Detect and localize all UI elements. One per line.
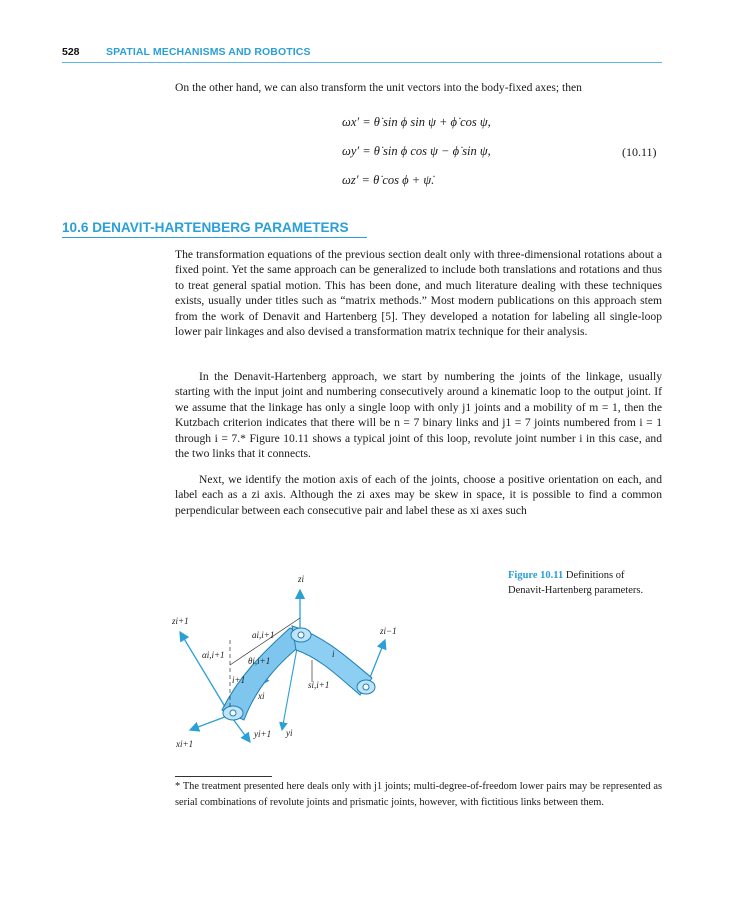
joint-i-plus-1-pin xyxy=(230,710,236,716)
footnote-rule xyxy=(175,776,272,777)
figure-caption-text: Definitions of Denavit-Hartenberg parameters. xyxy=(508,570,644,597)
label-theta-i-i1: θi,i+1 xyxy=(248,656,271,666)
label-y-i: yi xyxy=(286,728,293,738)
z-i-plus-1-axis xyxy=(180,632,230,715)
equation-omega-x: ωx′ = θ̇ sin ϕ sin ψ + ϕ̇ cos ψ, xyxy=(342,115,491,129)
section-heading xyxy=(62,219,367,238)
body-paragraph: In the Denavit-Hartenberg approach, we start by numbering the joints of the linkage, usually starting with the input joint and numbering consecutively around a kinematic loop to the output joint. If we assume that the linkage has only a single loop with only j1 joints and a mobility of m = 1, then the Kutzbach criterion indicates that there will be n = 7 binary links and j1 = 7 joints numbered from i = 1 through i = 7.* Figure 10.11 shows a typical joint of this loop, revolute joint number i in this case, and the two links that it connects. xyxy=(175,370,662,461)
figure-caption-label: Figure 10.11 xyxy=(508,570,564,581)
label-z-i-plus-1: zi+1 xyxy=(172,616,189,626)
label-x-i: xi xyxy=(258,691,265,701)
label-z-i: zi xyxy=(298,574,305,584)
label-z-i-minus-1: zi−1 xyxy=(380,626,397,636)
label-link-i: i xyxy=(332,649,335,659)
intro-paragraph: On the other hand, we can also transform the unit vectors into the body-fixed axes; then xyxy=(175,81,582,94)
label-x-i-plus-1: xi+1 xyxy=(176,739,194,749)
footnote: * The treatment presented here deals only with j1 joints; multi-degree-of-freedom lower pairs may be represented as serial combinations of revolute joints and prismatic joints, however, with fictitious links between them. xyxy=(175,781,662,808)
label-a-i-i1: ai,i+1 xyxy=(252,630,275,640)
label-link-i-plus-1: i+1 xyxy=(232,675,246,685)
dh-parameters-figure xyxy=(160,560,460,770)
page-number: 528 xyxy=(62,46,80,58)
label-s-i-i1: si,i+1 xyxy=(308,680,330,690)
label-y-i-plus-1: yi+1 xyxy=(254,729,272,739)
label-alpha-i-i1: αi,i+1 xyxy=(202,650,225,660)
equation-omega-z: ωz′ = θ̇ cos ϕ + ψ̇. xyxy=(342,173,435,187)
running-head xyxy=(62,46,662,63)
figure-caption xyxy=(508,568,663,599)
equation-number: (10.11) xyxy=(622,145,657,159)
body-paragraph: Next, we identify the motion axis of each of the joints, choose a positive orientation on each, and label each as a zi axis. Although the zi axes may be skew in space, it is possible to find a common perpendicular between each consecutive pair and label these as xi axes such xyxy=(175,473,662,517)
body-paragraph: The transformation equations of the previous section dealt only with three-dimensional rotations about a fixed point. Yet the same approach can be generalized to include both translations and rotations and thus to treat general spatial motion. This has been done, and much literature dealing with these techniques exists, usually under titles such as “matrix methods.” Most modern publications on this approach stem from the work of Denavit and Hartenberg [5]. They developed a notation for labeling all single-loop lower pair linkages and also devised a transformation matrix technique for their analysis. xyxy=(175,248,662,339)
equation-omega-y: ωy′ = θ̇ sin ϕ cos ψ − ϕ̇ sin ψ, xyxy=(342,144,491,158)
joint-i-minus-1-pin xyxy=(363,684,369,690)
x-i-plus-1-axis xyxy=(190,715,230,730)
section-title: 10.6 DENAVIT-HARTENBERG PARAMETERS xyxy=(62,220,349,235)
joint-i-pin xyxy=(298,632,304,638)
chapter-title: SPATIAL MECHANISMS AND ROBOTICS xyxy=(106,46,311,58)
